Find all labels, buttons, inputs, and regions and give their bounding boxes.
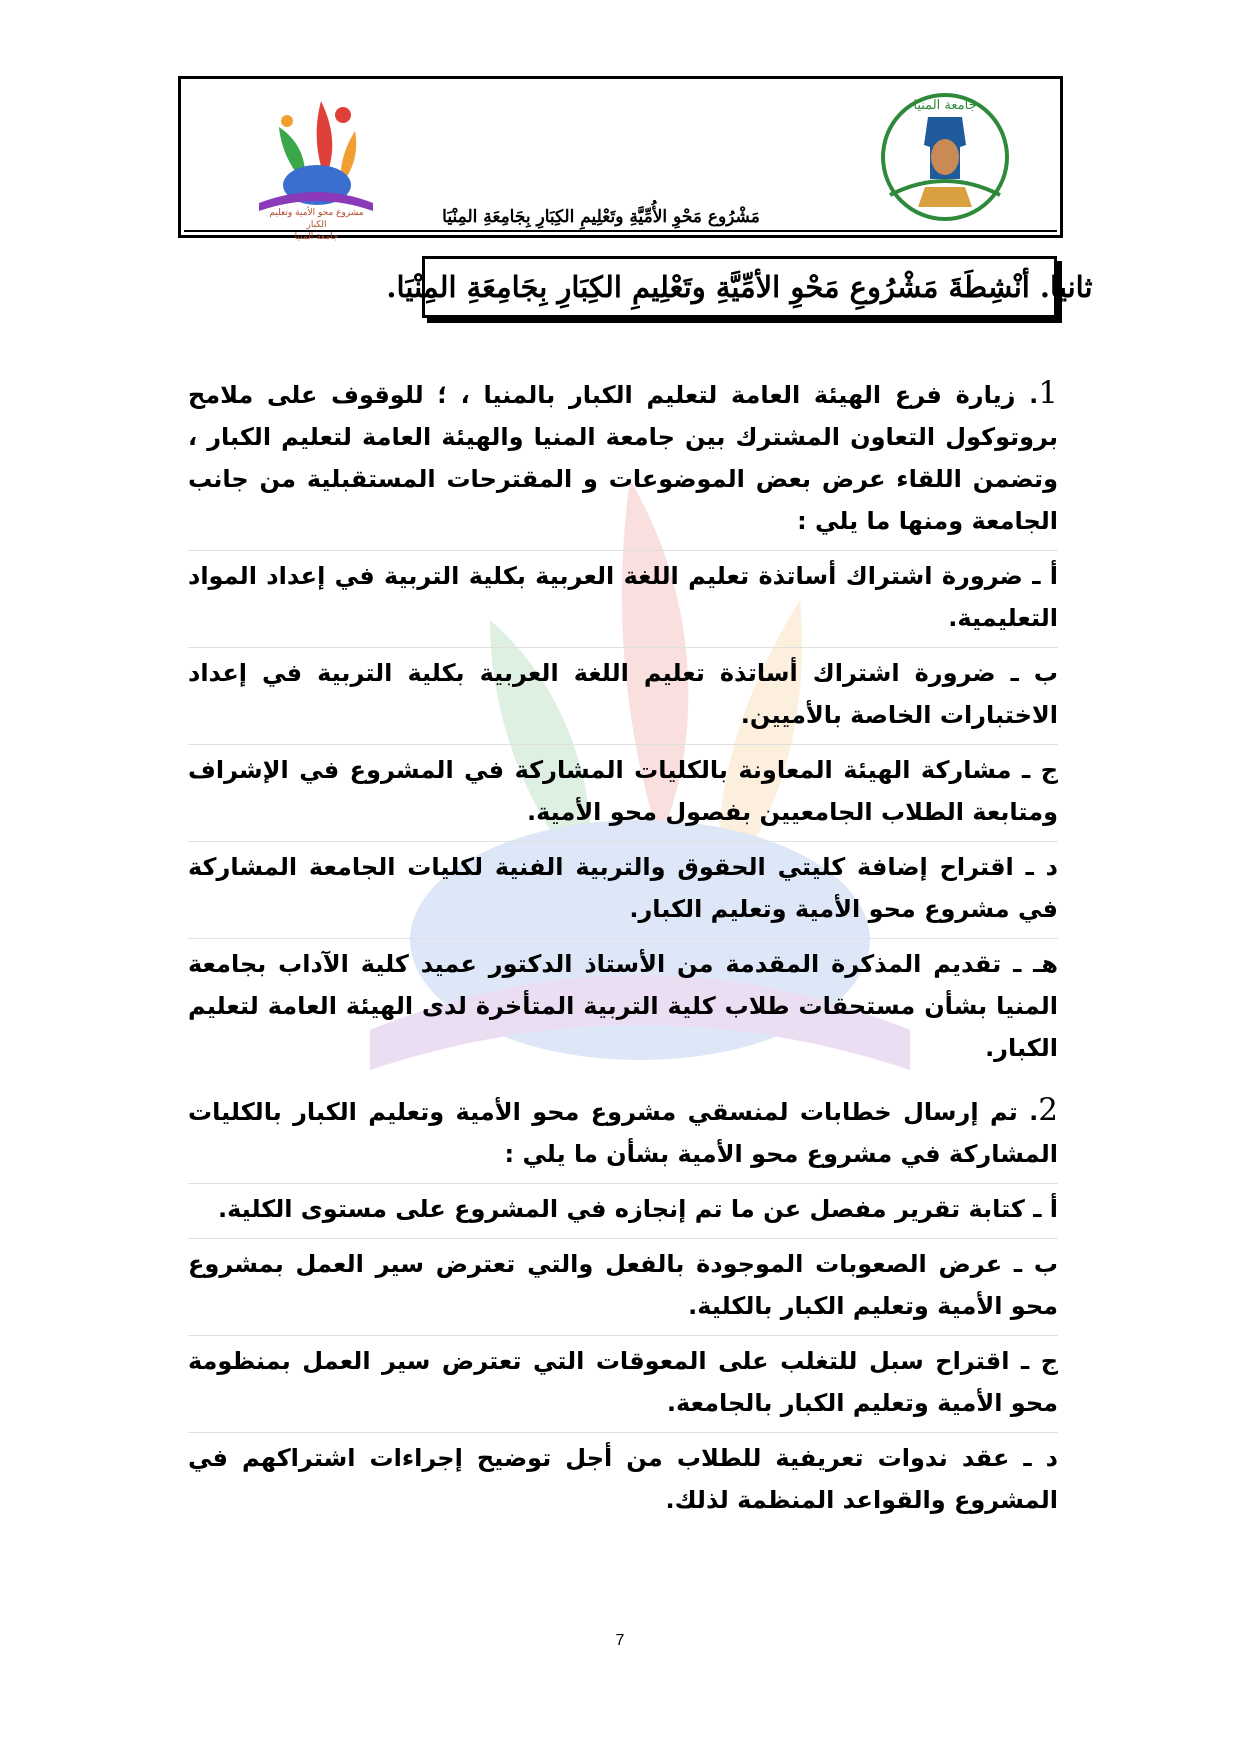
sub-item: ج ـ اقتراح سبل للتغلب على المعوقات التي تعترض سير العمل بمنظومة محو الأمية وتعليم الكبار بالجامعة. [188, 1335, 1058, 1424]
sub-item: ب ـ ضرورة اشتراك أساتذة تعليم اللغة العربية بكلية التربية في إعداد الاختبارات الخاصة بالأميين. [188, 647, 1058, 736]
logo-caption [259, 207, 374, 243]
project-title: مَشْرُوع مَحْوِ الأُمِّيَّةِ وتَعْلِيمِ الكِبَارِ بِجَامِعَةِ المِنْيَا [442, 207, 760, 227]
item-text: . تم إرسال خطابات لمنسقي مشروع محو الأمية وتعليم الكبار بالكليات المشاركة في مشروع محو الأمية بشأن ما يلي : [188, 1098, 1058, 1168]
sub-item: هـ ـ تقديم المذكرة المقدمة من الأستاذ الدكتور عميد كلية الآداب بجامعة المنيا بشأن مستحقات طلاب كلية التربية المتأخرة لدى الهيئة العامة لتعليم الكبار. [188, 938, 1058, 1069]
section-title: ثانيا. أنْشِطَةَ مَشْرُوعِ مَحْوِ الأمِّيَّةِ وتَعْلِيمِ الكِبَارِ بِجَامِعَةِ المِنْيَا. [386, 270, 1093, 304]
header-divider [184, 230, 1057, 232]
section-title-box [386, 256, 1093, 318]
literacy-project-logo [251, 91, 381, 221]
page-header [178, 76, 1063, 242]
document-body [188, 352, 1058, 1521]
item-text: . زيارة فرع الهيئة العامة لتعليم الكبار بالمنيا ، ؛ للوقوف على ملامح بروتوكول التعاون المشترك بين جامعة المنيا والهيئة العامة لتعليم الكبار ، وتضمن اللقاء عرض بعض الموضوعات و المقترحات المستقبلية من جانب الجامعة ومنها ما يلي : [188, 381, 1058, 535]
item-number: 2 [1038, 1092, 1058, 1128]
logo-caption-line-2: جامعة المنيا [294, 232, 339, 242]
sub-item: ج ـ مشاركة الهيئة المعاونة بالكليات المشاركة في المشروع في الإشراف ومتابعة الطلاب الجامعيين بفصول محو الأمية. [188, 744, 1058, 833]
university-logo-text: جامعة المنيا [913, 98, 977, 113]
sub-item: د ـ اقتراح إضافة كليتي الحقوق والتربية الفنية لكليات الجامعة المشاركة في مشروع محو الأمية وتعليم الكبار. [188, 841, 1058, 930]
list-item-2 [188, 1089, 1058, 1175]
item-number: 1 [1038, 375, 1058, 411]
list-item-1 [188, 372, 1058, 542]
sub-item: أ ـ ضرورة اشتراك أساتذة تعليم اللغة العربية بكلية التربية في إعداد المواد التعليمية. [188, 550, 1058, 639]
sub-item: ب ـ عرض الصعوبات الموجودة بالفعل والتي تعترض سير العمل بمشروع محو الأمية وتعليم الكبار بالكلية. [188, 1238, 1058, 1327]
page-number: 7 [615, 1632, 625, 1649]
logo-caption-line-1: مشروع محو الأمية وتعليم الكبار [269, 208, 364, 230]
sub-item: د ـ عقد ندوات تعريفية للطلاب من أجل توضيح إجراءات اشتراكهم في المشروع والقواعد المنظمة لذلك. [188, 1432, 1058, 1521]
sub-item: أ ـ كتابة تقرير مفصل عن ما تم إنجازه في المشروع على مستوى الكلية. [188, 1183, 1058, 1230]
minia-university-logo [870, 87, 1020, 227]
